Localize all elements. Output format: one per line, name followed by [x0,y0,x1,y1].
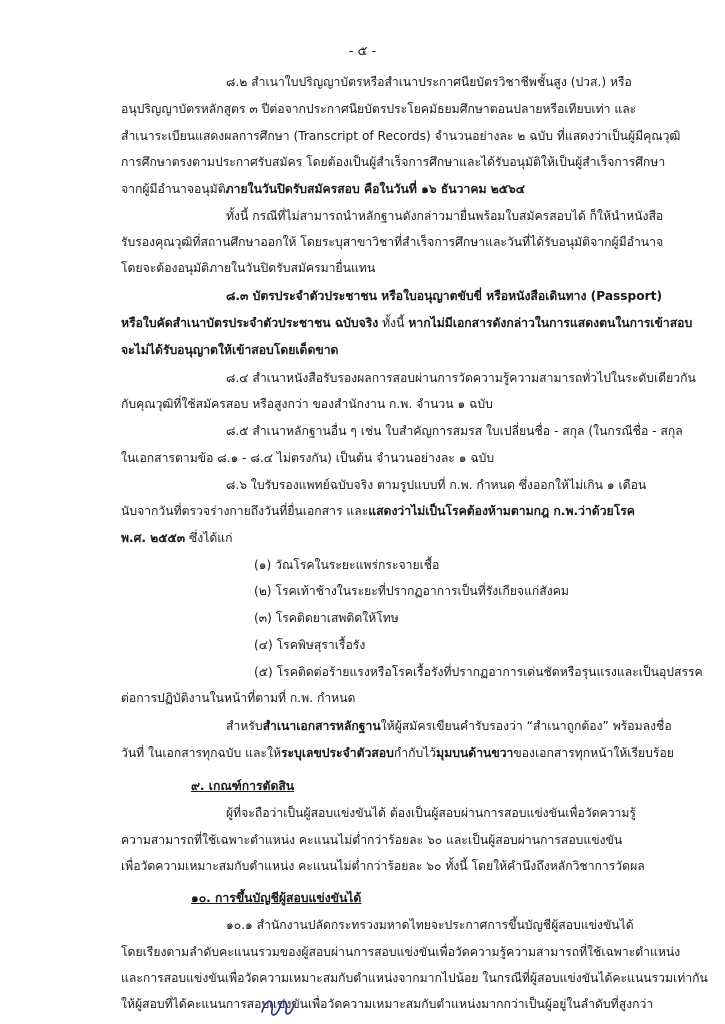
copy-note-line-1-c: ให้ผู้สมัครเขียนคำรับรองว่า “สำเนาถูกต้อง” พร้อมลงชื่อ [380,719,672,733]
item-8-2-line-7: รับรองคุณวุฒิที่สถานศึกษาออกให้ โดยระบุสาขาวิชาที่สำเร็จการศึกษาและวันที่ได้รับอนุมัติจากผู้มีอำนาจ [121,235,664,249]
item-8-6-line-3 [121,532,232,544]
copy-note-line-2-c: กำกับไว้ [393,746,437,760]
disease-item: (๑) วัณโรคในระยะแพร่กระจายเชื้อ [254,558,440,572]
initials-signature [258,992,298,1022]
item-8-3-line-3: จะไม่ได้รับอนุญาตให้เข้าสอบโดยเด็ดขาด [121,343,339,357]
page-number: - ๕ - [348,44,377,59]
section-9-line-1: ผู้ที่จะถือว่าเป็นผู้สอบแข่งขันได้ ต้องเป็นผู้สอบผ่านการสอบแข่งขันเพื่อวัดความรู้ [226,806,636,820]
disease-item: (๓) โรคติดยาเสพติดให้โทษ [254,611,399,625]
section-9-line-2: ความสามารถที่ใช้เฉพาะตำแหน่ง คะแนนไม่ต่ำกว่าร้อยละ ๖๐ และเป็นผู้สอบผ่านการสอบแข่งขัน [121,833,623,847]
item-8-3-line-1: ๘.๓ บัตรประจำตัวประชาชน หรือใบอนุญาตขับขี่ หรือหนังสือเดินทาง (Passport) [226,289,663,303]
copy-note-line-1 [226,720,672,732]
item-8-2-line-4: การศึกษาตรงตามประกาศรับสมัคร โดยต้องเป็นผู้สำเร็จการศึกษาและได้รับอนุมัติให้เป็นผู้สำเร็จการศึกษา [121,155,666,169]
item-8-5-line-1: ๘.๕ สำเนาหลักฐานอื่น ๆ เช่น ใบสำคัญการสมรส ใบเปลี่ยนชื่อ - สกุล (ในกรณีชื่อ - สกุล [226,424,683,438]
item-8-4-line-2: กับคุณวุฒิที่ใช้สมัครสอบ หรือสูงกว่า ของสำนักงาน ก.พ. จำนวน ๑ ฉบับ [121,397,493,411]
item-8-2-line-1: ๘.๒ สำเนาใบปริญญาบัตรหรือสำเนาประกาศนียบัตรวิชาชีพชั้นสูง (ปวส.) หรือ [226,75,632,89]
copy-note-line-2 [121,747,674,759]
disease-item: (๔) โรคพิษสุราเรื้อรัง [254,638,366,652]
item-8-2-line-2: อนุปริญญาบัตรหลักสูตร ๓ ปีต่อจากประกาศนียบัตรประโยคมัธยมศึกษาตอนปลายหรือเทียบเท่า และ [121,102,637,116]
disease-item: (๕) โรคติดต่อร้ายแรงหรือโรคเรื้อรังที่ปรากฏอาการเด่นชัดหรือรุนแรงและเป็นอุปสรรค [254,665,703,679]
item-8-5-line-2: ในเอกสารตามข้อ ๘.๑ - ๘.๔ ไม่ตรงกัน) เป็นต้น จำนวนอย่างละ ๑ ฉบับ [121,451,495,465]
disease-item: (๒) โรคเท้าช้างในระยะที่ปรากฏอาการเป็นที่รังเกียจแก่สังคม [254,584,569,598]
item-8-6-line-2 [121,505,635,517]
section-10-line-3: และการสอบแข่งขันเพื่อวัดความเหมาะสมกับตำแหน่งจากมากไปน้อย ในกรณีที่ผู้สอบแข่งขันได้คะแนนรวมเท่ากัน [121,971,708,985]
item-8-3-line-2-a: หรือใบคัดสำเนาบัตรประจำตัวประชาชน ฉบับจริง [121,316,379,330]
copy-note-line-2-a: วันที่ ในเอกสารทุกฉบับ และให้ [121,746,281,760]
item-8-6-line-2-a: นับจากวันที่ตรวจร่างกายถึงวันที่ยื่นเอกสาร และ [121,504,369,518]
section-10-line-2: โดยเรียงตามลำดับคะแนนรวมของผู้สอบผ่านการสอบแข่งขันเพื่อวัดความรู้ความสามารถที่ใช้เฉพาะตำแหน่ง [121,945,681,959]
copy-note-line-2-b: ระบุเลขประจำตัวสอบ [280,746,394,760]
item-8-6-line-after: ต่อการปฏิบัติงานในหน้าที่ตามที่ ก.พ. กำหนด [121,691,356,705]
item-8-4-line-1: ๘.๔ สำเนาหนังสือรับรองผลการสอบผ่านการวัดความรู้ความสามารถทั่วไปในระดับเดียวกัน [226,371,696,385]
item-8-6-line-3-b: ซึ่งได้แก่ [185,531,233,545]
section-10-heading: ๑๐. การขึ้นบัญชีผู้สอบแข่งขันได้ [191,891,362,905]
item-8-2-line-6: ทั้งนี้ กรณีที่ไม่สามารถนำหลักฐานดังกล่าวมายื่นพร้อมใบสมัครสอบได้ ก็ให้นำหนังสือ [226,209,664,223]
item-8-2-line-5-a: จากผู้มีอำนาจอนุมัติ [121,182,226,196]
item-8-6-line-3-a: พ.ศ. ๒๕๕๓ [121,531,186,545]
section-10-line-4: ให้ผู้สอบที่ได้คะแนนการสอบแข่งขันเพื่อวัดความเหมาะสมกับตำแหน่งมากกว่าเป็นผู้อยู่ในลำดับที่สูงกว่า [121,997,654,1011]
item-8-3-line-2-b: ทั้งนี้ [378,316,409,330]
copy-note-line-1-a: สำหรับ [226,719,263,733]
item-8-6-line-2-b: แสดงว่าไม่เป็นโรคต้องห้ามตามกฎ ก.พ.ว่าด้วยโรค [368,504,635,518]
item-8-2-line-5 [121,183,525,195]
section-9-heading: ๙. เกณฑ์การตัดสิน [191,779,295,793]
section-9-line-3: เพื่อวัดความเหมาะสมกับตำแหน่ง คะแนนไม่ต่ำกว่าร้อยละ ๖๐ ทั้งนี้ โดยให้คำนึงถึงหลักวิชาการวัดผล [121,859,645,873]
item-8-2-line-3: สำเนาระเบียนแสดงผลการศึกษา (Transcript of Records) จำนวนอย่างละ ๒ ฉบับ ที่แสดงว่าเป็นผู้มีคุณวุฒิ [121,129,681,143]
deadline-text: ภายในวันปิดรับสมัครสอบ คือในวันที่ ๑๖ ธันวาคม ๒๕๖๔ [225,182,525,196]
copy-note-line-2-e: ของเอกสารทุกหน้าให้เรียบร้อย [513,746,674,760]
item-8-3-line-2-c: หากไม่มีเอกสารดังกล่าวในการแสดงตนในการเข้าสอบ [408,316,693,330]
item-8-2-line-8: โดยจะต้องอนุมัติภายในวันปิดรับสมัครมายื่นแทน [121,261,376,275]
copy-note-line-1-b: สำเนาเอกสารหลักฐาน [262,719,381,733]
item-8-3-line-2 [121,317,692,329]
copy-note-line-2-d: มุมบนด้านขวา [436,746,514,760]
section-10-line-1: ๑๐.๑ สำนักงานปลัดกระทรวงมหาดไทยจะประกาศการขึ้นบัญชีผู้สอบแข่งขันได้ [226,918,634,932]
item-8-6-line-1: ๘.๖ ใบรับรองแพทย์ฉบับจริง ตามรูปแบบที่ ก.พ. กำหนด ซึ่งออกให้ไม่เกิน ๑ เดือน [226,478,647,492]
